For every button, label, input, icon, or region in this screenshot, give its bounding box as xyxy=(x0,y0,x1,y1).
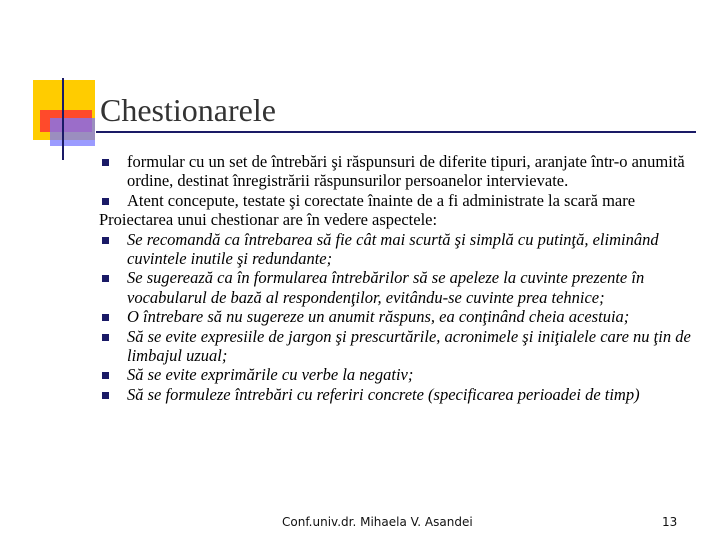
list-item-text: Să se evite exprimările cu verbe la negativ; xyxy=(127,365,414,385)
list-item-6 xyxy=(99,327,699,366)
title-underline-rule xyxy=(96,131,696,133)
bullet-square-icon xyxy=(102,314,109,321)
list-item-7 xyxy=(99,365,699,384)
decor-blue-square xyxy=(50,118,95,146)
list-item-text: Să se evite expresiile de jargon şi prescurtările, acronimele şi iniţialele care nu ţin de limbajul uzual; xyxy=(127,326,691,366)
decor-vertical-rule xyxy=(62,78,64,160)
list-item-2 xyxy=(99,191,699,210)
bullet-square-icon xyxy=(102,372,109,379)
list-item-text: Să se formuleze întrebări cu referiri concrete (specificarea perioadei de timp) xyxy=(127,384,640,404)
list-item-1 xyxy=(99,152,699,191)
bullet-square-icon xyxy=(102,392,109,399)
bullet-square-icon xyxy=(102,334,109,341)
page-number: 13 xyxy=(662,515,678,529)
list-item-text: Se recomandă ca întrebarea să fie cât mai scurtă şi simplă cu putinţă, eliminând cuvintele inutile şi redundante; xyxy=(127,229,659,269)
bullet-square-icon xyxy=(102,275,109,282)
list-item-text: formular cu un set de întrebări şi răspunsuri de diferite tipuri, aranjate într-o anumită ordine, destinat înregistrării răspunsurilor persoanelor intervievate. xyxy=(127,152,685,191)
list-item-3 xyxy=(99,230,699,269)
slide-title: Chestionarele xyxy=(100,92,276,128)
slide-footer xyxy=(0,515,720,535)
bullet-square-icon xyxy=(102,198,109,205)
list-item-8 xyxy=(99,385,699,404)
list-item-4 xyxy=(99,268,699,307)
slide-content xyxy=(99,152,699,404)
bullet-square-icon xyxy=(102,159,109,166)
list-item-text: Se sugerează ca în formularea întrebărilor să se apeleze la cuvinte prezente în vocabularul de bază al respondenţilor, evitându-se cuvinte prea tehnice; xyxy=(127,268,645,307)
list-item-5 xyxy=(99,307,699,326)
list-item-text: Atent concepute, testate şi corectate înainte de a fi administrate la scară mare xyxy=(127,190,636,210)
list-item-text: O întrebare să nu sugereze un anumit răspuns, ea conţinând cheia acestuia; xyxy=(127,307,630,327)
footer-author: Conf.univ.dr. Mihaela V. Asandei xyxy=(282,515,473,529)
bullet-square-icon xyxy=(102,237,109,244)
section-heading: Proiectarea unui chestionar are în vedere aspectele: xyxy=(99,210,438,230)
